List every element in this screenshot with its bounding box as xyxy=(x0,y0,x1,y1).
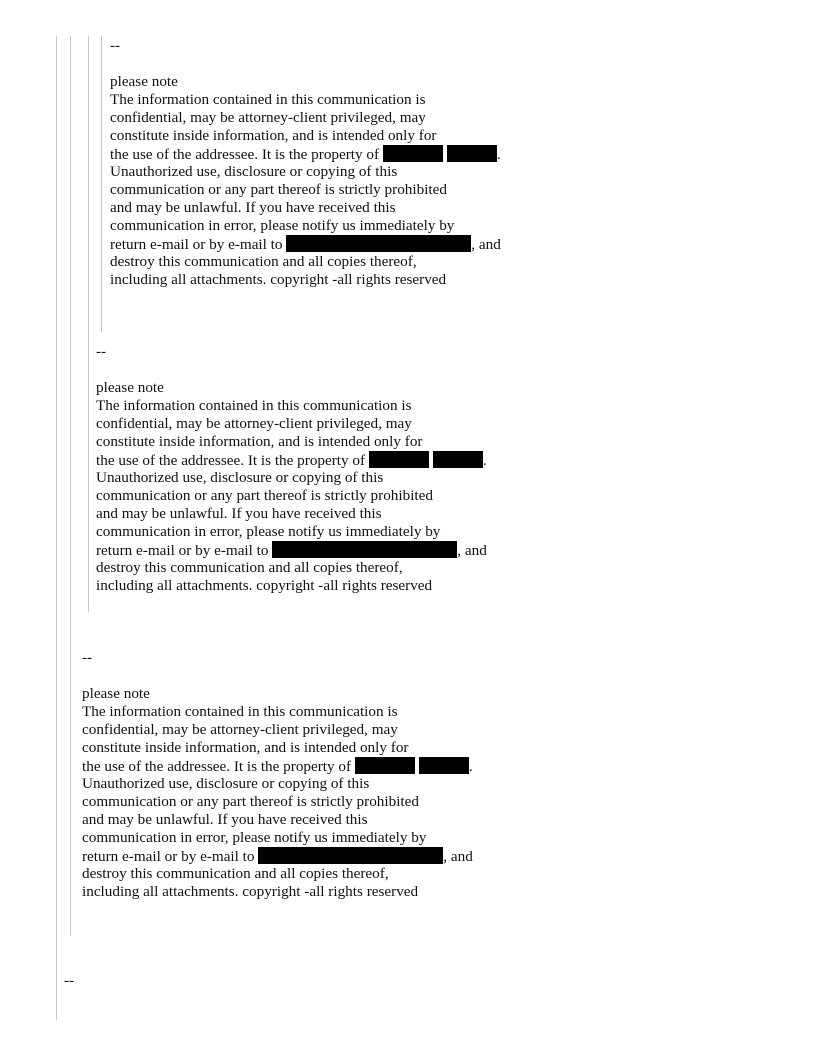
disclaimer-line: and may be unlawful. If you have received this xyxy=(96,505,382,522)
disclaimer-line: communication or any part thereof is strictly prohibited xyxy=(96,487,433,504)
disclaimer-line xyxy=(96,541,487,559)
signature-separator: -- xyxy=(64,972,75,989)
disclaimer-line xyxy=(110,235,501,253)
disclaimer-heading: please note xyxy=(96,379,164,396)
disclaimer-heading: please note xyxy=(110,73,178,90)
quote-bar-level-2 xyxy=(70,36,71,936)
disclaimer-line: and may be unlawful. If you have received this xyxy=(110,199,396,216)
disclaimer-line: communication in error, please notify us immediately by xyxy=(82,829,427,846)
disclaimer-line: confidential, may be attorney-client privileged, may xyxy=(96,415,412,432)
disclaimer-text: return e-mail or by e-mail to xyxy=(96,542,269,559)
quoted-signature-2 xyxy=(96,343,487,595)
disclaimer-line: destroy this communication and all copies thereof, xyxy=(96,559,403,576)
disclaimer-heading: please note xyxy=(82,685,150,702)
disclaimer-line: including all attachments. copyright -all rights reserved xyxy=(96,577,433,594)
disclaimer-line: communication in error, please notify us immediately by xyxy=(110,217,455,234)
disclaimer-text: return e-mail or by e-mail to xyxy=(82,848,255,865)
redaction-box xyxy=(355,757,415,774)
punctuation: . xyxy=(496,146,501,163)
redaction-box xyxy=(286,235,471,252)
disclaimer-line: constitute inside information, and is intended only for xyxy=(110,127,437,144)
redaction-box xyxy=(369,451,429,468)
disclaimer-line: destroy this communication and all copies thereof, xyxy=(82,865,389,882)
disclaimer-line: The information contained in this communication is xyxy=(82,703,398,720)
disclaimer-line xyxy=(82,757,473,775)
punctuation: , and xyxy=(457,542,487,559)
quote-bar-level-4 xyxy=(101,36,102,332)
quote-bar-level-1 xyxy=(56,36,57,1020)
redaction-box xyxy=(433,451,483,468)
disclaimer-line: and may be unlawful. If you have received this xyxy=(82,811,368,828)
redaction-box xyxy=(383,145,443,162)
punctuation: . xyxy=(468,758,473,775)
disclaimer-line: Unauthorized use, disclosure or copying of this xyxy=(82,775,370,792)
redaction-box xyxy=(258,847,443,864)
disclaimer-line: communication in error, please notify us immediately by xyxy=(96,523,441,540)
signature-separator: -- xyxy=(96,343,107,360)
disclaimer-line: including all attachments. copyright -all rights reserved xyxy=(110,271,447,288)
disclaimer-line: Unauthorized use, disclosure or copying of this xyxy=(96,469,384,486)
quote-bar-level-3 xyxy=(88,36,89,612)
disclaimer-line xyxy=(110,145,501,163)
disclaimer-line: The information contained in this communication is xyxy=(110,91,426,108)
signature-separator: -- xyxy=(82,649,93,666)
disclaimer-text: return e-mail or by e-mail to xyxy=(110,236,283,253)
disclaimer-line: including all attachments. copyright -all rights reserved xyxy=(82,883,419,900)
disclaimer-line xyxy=(82,847,473,865)
redaction-box xyxy=(419,757,469,774)
disclaimer-line: communication or any part thereof is strictly prohibited xyxy=(82,793,419,810)
punctuation: , and xyxy=(471,236,501,253)
redaction-box xyxy=(272,541,457,558)
disclaimer-line: communication or any part thereof is strictly prohibited xyxy=(110,181,447,198)
disclaimer-text: the use of the addressee. It is the property of xyxy=(110,146,380,163)
quoted-signature-1 xyxy=(110,37,501,289)
quoted-signature-3 xyxy=(82,649,473,901)
disclaimer-line xyxy=(96,451,487,469)
disclaimer-line: constitute inside information, and is intended only for xyxy=(96,433,423,450)
disclaimer-text: the use of the addressee. It is the property of xyxy=(82,758,352,775)
disclaimer-line: confidential, may be attorney-client privileged, may xyxy=(82,721,398,738)
punctuation: , and xyxy=(443,848,473,865)
redaction-box xyxy=(447,145,497,162)
signature-separator: -- xyxy=(110,37,121,54)
disclaimer-line: Unauthorized use, disclosure or copying of this xyxy=(110,163,398,180)
disclaimer-line: destroy this communication and all copies thereof, xyxy=(110,253,417,270)
disclaimer-text: the use of the addressee. It is the property of xyxy=(96,452,366,469)
disclaimer-line: constitute inside information, and is intended only for xyxy=(82,739,409,756)
disclaimer-line: confidential, may be attorney-client privileged, may xyxy=(110,109,426,126)
disclaimer-line: The information contained in this communication is xyxy=(96,397,412,414)
punctuation: . xyxy=(482,452,487,469)
